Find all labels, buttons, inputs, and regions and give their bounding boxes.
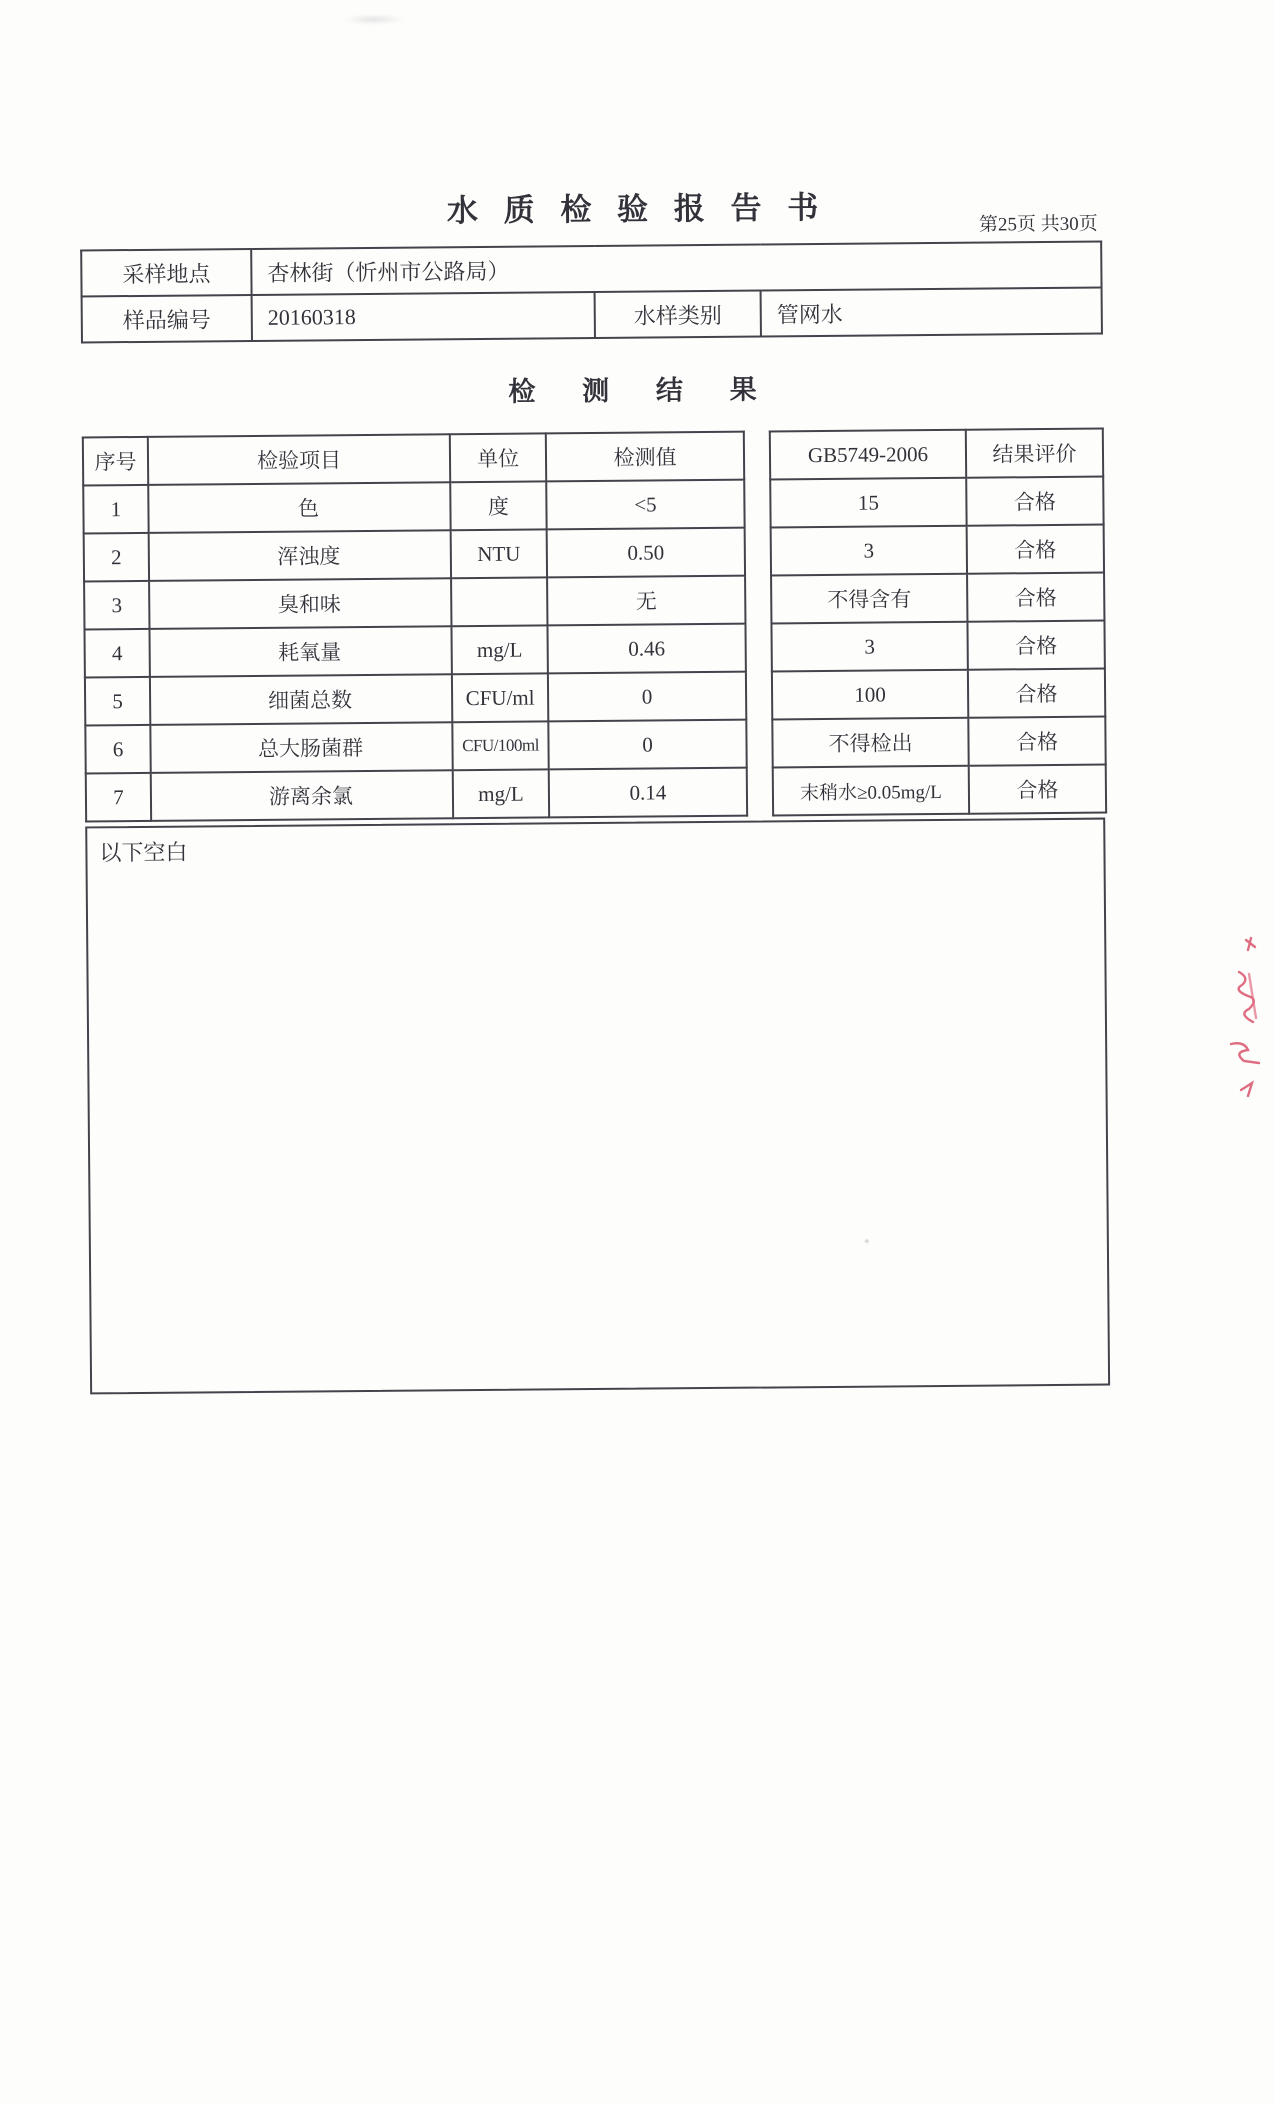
col-header-no: 序号 — [83, 437, 148, 486]
unit-cell: mg/L — [451, 625, 547, 674]
standard-cell: 末稍水≥0.05mg/L — [773, 766, 969, 816]
item-cell: 细菌总数 — [150, 674, 452, 725]
section-title: 检 测 结 果 — [508, 374, 777, 407]
standard-cell: 3 — [771, 526, 967, 576]
page-indicator: 第25页 共30页 — [978, 213, 1098, 236]
col-header-unit: 单位 — [450, 433, 546, 482]
sample-location-value: 杏林街（忻州市公路局） — [251, 242, 1101, 295]
result-row — [85, 672, 746, 726]
blank-area — [85, 818, 1110, 1395]
evaluation-cell: 合格 — [968, 669, 1105, 718]
item-cell: 总大肠菌群 — [150, 722, 452, 773]
standard-cell: 3 — [771, 622, 967, 672]
row-number-cell: 7 — [86, 773, 151, 822]
evaluation-cell: 合格 — [967, 621, 1104, 670]
value-cell: 0.46 — [547, 624, 745, 674]
result-row — [84, 576, 745, 630]
blank-note: 以下空白 — [99, 839, 188, 866]
value-cell: 0 — [548, 672, 746, 722]
standard-cell: 15 — [770, 478, 966, 528]
row-number-cell: 3 — [84, 581, 149, 630]
result-row — [772, 669, 1105, 720]
sample-number-label: 样品编号 — [82, 295, 252, 342]
result-row — [773, 765, 1106, 816]
result-row — [84, 624, 745, 678]
evaluation-cell: 合格 — [967, 525, 1104, 574]
item-cell: 色 — [148, 482, 450, 533]
water-type-value: 管网水 — [761, 288, 1102, 337]
value-cell: 无 — [547, 576, 745, 626]
report-title: 水 质 检 验 报 告 书 — [446, 189, 828, 229]
col-header-value: 检测值 — [546, 432, 744, 482]
standard-cell: 不得含有 — [771, 574, 967, 624]
item-cell: 耗氧量 — [149, 626, 451, 677]
standard-cell: 100 — [772, 670, 968, 720]
row-number-cell: 1 — [83, 485, 148, 534]
sample-info-table — [80, 241, 1103, 344]
unit-cell: CFU/100ml — [452, 721, 548, 770]
scan-dot — [864, 1239, 870, 1244]
item-cell: 游离余氯 — [151, 770, 453, 821]
item-cell: 臭和味 — [149, 578, 451, 629]
row-number-cell: 2 — [84, 533, 149, 582]
result-row — [771, 573, 1104, 624]
unit-cell: 度 — [450, 481, 546, 530]
evaluation-cell: 合格 — [968, 717, 1105, 766]
unit-cell: CFU/ml — [452, 673, 548, 722]
scan-smudge — [343, 14, 405, 26]
value-cell: 0 — [548, 720, 746, 770]
value-cell: 0.50 — [547, 528, 745, 578]
result-row — [771, 525, 1104, 576]
result-row — [772, 717, 1105, 768]
water-type-label: 水样类别 — [595, 291, 761, 338]
item-cell: 浑浊度 — [149, 530, 451, 581]
evaluation-cell: 合格 — [966, 477, 1103, 526]
result-row — [86, 768, 747, 822]
evaluation-cell: 合格 — [969, 765, 1106, 814]
results-table-right — [769, 428, 1107, 817]
evaluation-cell: 合格 — [967, 573, 1104, 622]
standard-cell: 不得检出 — [772, 718, 968, 768]
red-stamp-marks — [1212, 928, 1264, 1118]
results-header-row — [770, 429, 1103, 480]
row-number-cell: 4 — [84, 629, 149, 678]
results-header-row — [83, 432, 744, 486]
result-row — [84, 528, 745, 582]
unit-cell: mg/L — [453, 769, 549, 818]
result-row — [771, 621, 1104, 672]
col-header-standard: GB5749-2006 — [770, 430, 966, 480]
unit-cell: NTU — [451, 529, 547, 578]
result-row — [83, 480, 744, 534]
col-header-item: 检验项目 — [148, 434, 450, 485]
sample-number-row — [82, 288, 1102, 343]
row-number-cell: 6 — [85, 725, 150, 774]
row-number-cell: 5 — [85, 677, 150, 726]
unit-cell — [451, 577, 547, 626]
result-row — [85, 720, 746, 774]
col-header-evaluation: 结果评价 — [966, 429, 1103, 478]
results-table-left — [82, 431, 748, 823]
value-cell: <5 — [546, 480, 744, 530]
result-row — [770, 477, 1103, 528]
value-cell: 0.14 — [549, 768, 747, 818]
sample-number-value: 20160318 — [252, 292, 595, 341]
sample-location-label: 采样地点 — [81, 249, 251, 296]
